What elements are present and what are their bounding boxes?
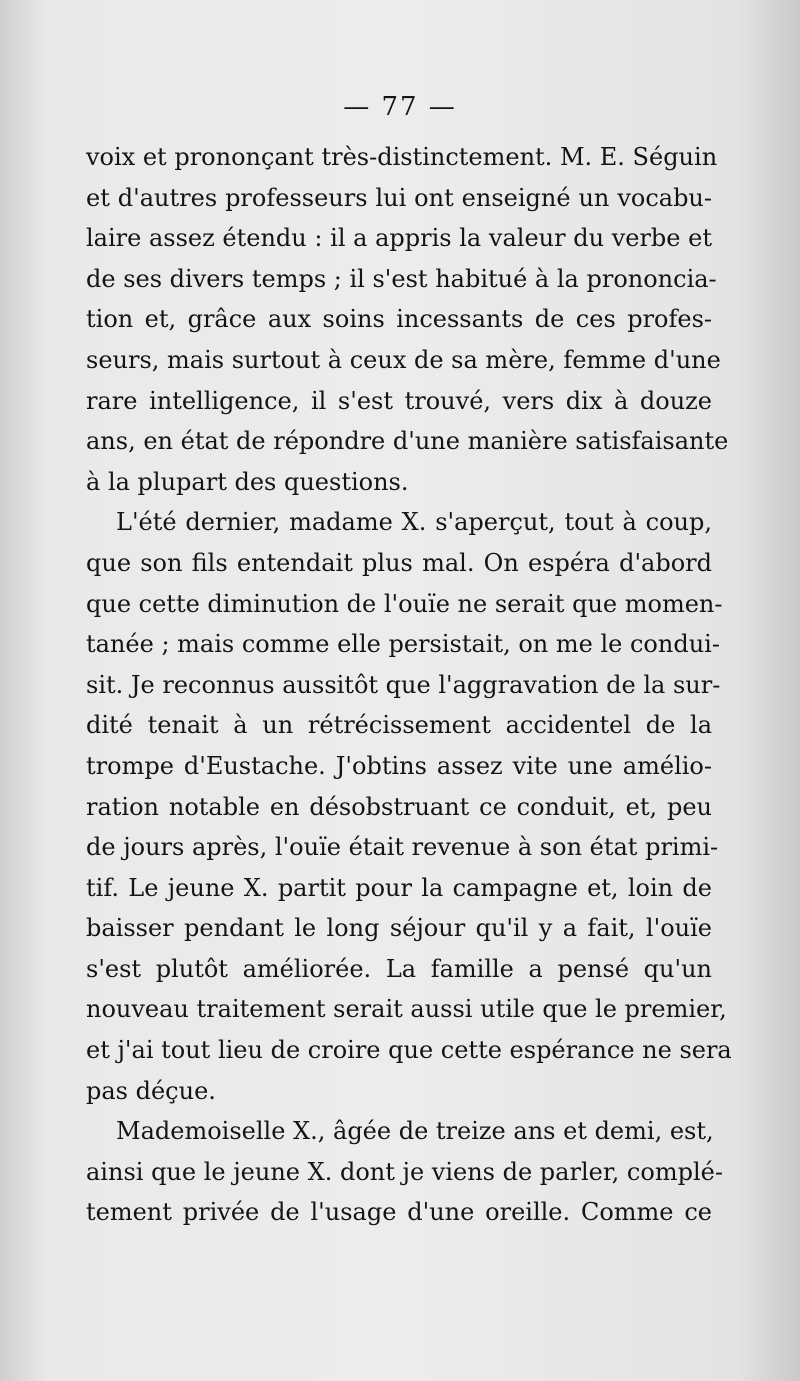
body-text <box>86 137 732 1233</box>
text-line: trompe d'Eustache. J'obtins assez vite une amélio- <box>86 751 712 780</box>
text-line: tanée ; mais comme elle persistait, on me le condui- <box>86 630 720 659</box>
text-line: rare intelligence, il s'est trouvé, vers dix à douze <box>86 386 712 415</box>
text-line: à la plupart des questions. <box>86 467 409 496</box>
text-line: nouveau traitement serait aussi utile que le premier, <box>86 995 727 1024</box>
text-line: que son fils entendait plus mal. On espéra d'abord <box>86 548 712 577</box>
text-line: et j'ai tout lieu de croire que cette espérance ne sera <box>86 1036 732 1065</box>
text-line: seurs, mais surtout à ceux de sa mère, femme d'une <box>86 345 721 374</box>
text-line: de ses divers temps ; il s'est habitué à la prononcia- <box>86 264 717 293</box>
text-line: dité tenait à un rétrécissement accidentel de la <box>86 711 712 740</box>
text-line: pas déçue. <box>86 1076 216 1105</box>
text-line: s'est plutôt améliorée. La famille a pensé qu'un <box>86 954 712 983</box>
text-line: baisser pendant le long séjour qu'il y a fait, l'ouïe <box>86 914 712 943</box>
text-line: et d'autres professeurs lui ont enseigné un vocabu- <box>86 183 712 212</box>
page-number: — 77 — <box>343 92 457 122</box>
text-line: sit. Je reconnus aussitôt que l'aggravation de la sur- <box>86 670 721 699</box>
text-line: Mademoiselle X., âgée de treize ans et demi, est, <box>116 1117 714 1146</box>
text-line: de jours après, l'ouïe était revenue à son état primi- <box>86 833 719 862</box>
text-line: laire assez étendu : il a appris la valeur du verbe et <box>86 224 712 253</box>
text-line: voix et prononçant très-distinctement. M. E. Séguin <box>86 143 718 171</box>
text-line: tion et, grâce aux soins incessants de ces profes- <box>86 305 712 334</box>
text-line: ration notable en désobstruant ce conduit, et, peu <box>86 792 712 821</box>
text-line: que cette diminution de l'ouïe ne serait que momen- <box>86 589 723 618</box>
text-line: tement privée de l'usage d'une oreille. Comme ce <box>86 1198 712 1227</box>
text-line: ans, en état de répondre d'une manière satisfaisante <box>86 427 729 456</box>
text-line: tif. Le jeune X. partit pour la campagne et, loin de <box>86 873 712 902</box>
text-line: ainsi que le jeune X. dont je viens de parler, complé- <box>86 1157 723 1186</box>
text-line: L'été dernier, madame X. s'aperçut, tout à coup, <box>116 508 712 537</box>
